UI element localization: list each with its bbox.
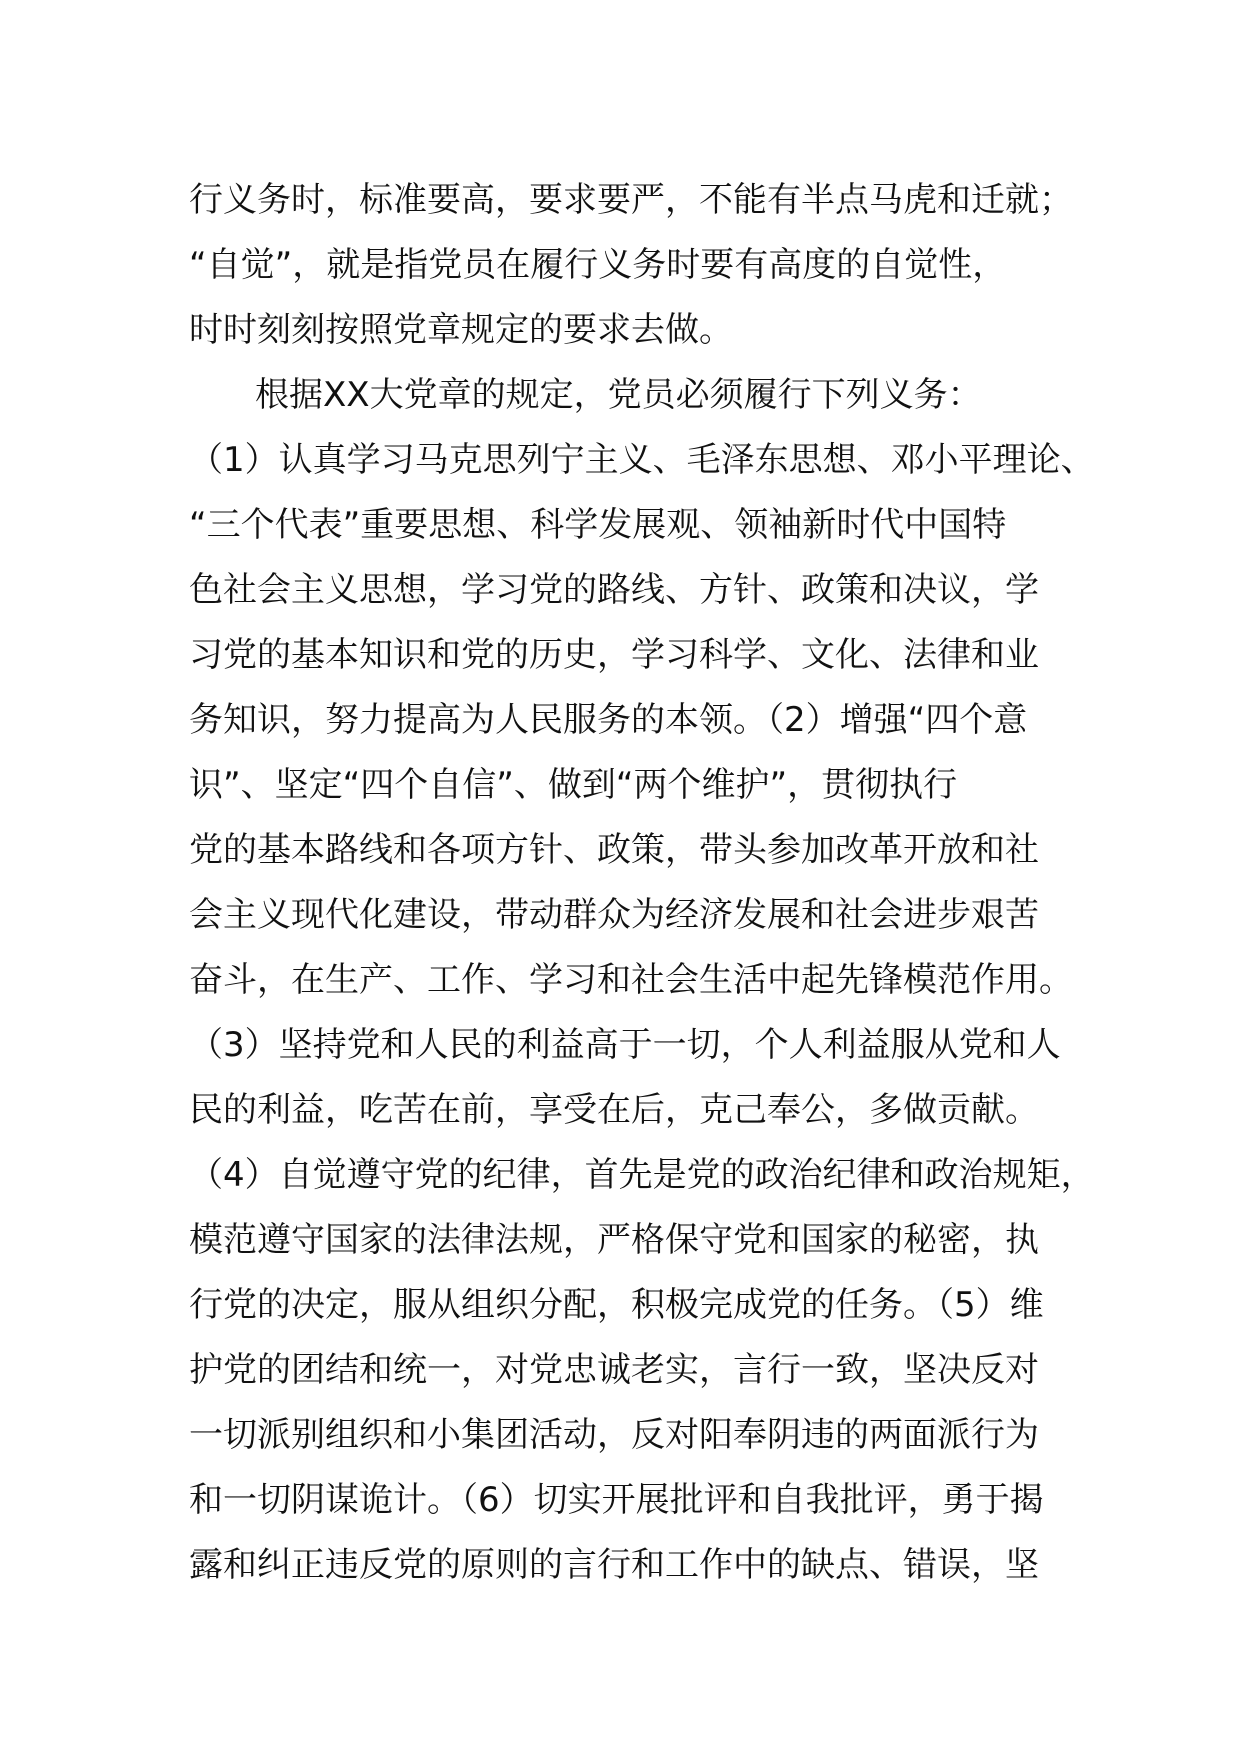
text-line: 行义务时，标准要高，要求要严，不能有半点马虎和迁就； xyxy=(189,180,1073,220)
text-line: 习党的基本知识和党的历史，学习科学、文化、法律和业 xyxy=(189,635,1039,675)
text-line: “自觉”，就是指党员在履行义务时要有高度的自觉性， xyxy=(189,245,1007,285)
text-line: “三个代表”重要思想、科学发展观、领袖新时代中国特 xyxy=(189,505,1007,545)
text-line: （3）坚持党和人民的利益高于一切，个人利益服从党和人 xyxy=(189,1025,1061,1065)
text-line: 奋斗，在生产、工作、学习和社会生活中起先锋模范作用。 xyxy=(189,960,1073,1000)
text-line: 模范遵守国家的法律法规，严格保守党和国家的秘密，执 xyxy=(189,1220,1039,1260)
text-line: （4）自觉遵守党的纪律，首先是党的政治纪律和政治规矩， xyxy=(189,1155,1095,1195)
text-line: 会主义现代化建设，带动群众为经济发展和社会进步艰苦 xyxy=(189,895,1039,935)
text-line: （1）认真学习马克思列宁主义、毛泽东思想、邓小平理论、 xyxy=(189,440,1095,480)
paragraph-start-line: 根据XX大党章的规定，党员必须履行下列义务： xyxy=(255,375,982,415)
text-line: 行党的决定，服从组织分配，积极完成党的任务。（5）维 xyxy=(189,1285,1044,1325)
text-line: 露和纠正违反党的原则的言行和工作中的缺点、错误，坚 xyxy=(189,1545,1039,1585)
text-line: 护党的团结和统一，对党忠诚老实，言行一致，坚决反对 xyxy=(189,1350,1039,1390)
body-text xyxy=(189,168,1095,1598)
text-line: 党的基本路线和各项方针、政策，带头参加改革开放和社 xyxy=(189,830,1039,870)
text-line: 和一切阴谋诡计。（6）切实开展批评和自我批评，勇于揭 xyxy=(189,1480,1044,1520)
text-line: 务知识，努力提高为人民服务的本领。（2）增强“四个意 xyxy=(189,700,1028,740)
text-line: 一切派别组织和小集团活动，反对阳奉阴违的两面派行为 xyxy=(189,1415,1039,1455)
text-line: 民的利益，吃苦在前，享受在后，克己奉公，多做贡献。 xyxy=(189,1090,1039,1130)
text-line: 时时刻刻按照党章规定的要求去做。 xyxy=(189,310,733,350)
text-line: 识”、坚定“四个自信”、做到“两个维护”，贯彻执行 xyxy=(189,765,958,805)
text-line: 色社会主义思想，学习党的路线、方针、政策和决议，学 xyxy=(189,570,1039,610)
